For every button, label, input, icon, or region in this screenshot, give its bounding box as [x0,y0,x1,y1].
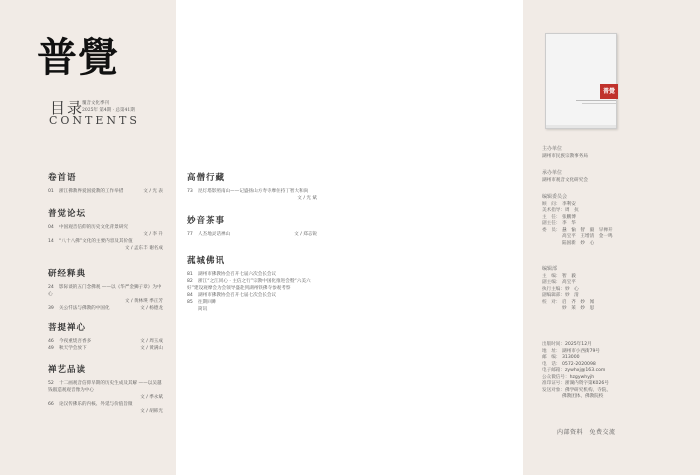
section-title: 妙音茶事 [187,216,226,226]
toc-item[interactable] [48,188,163,195]
editorial-heading: 编辑部 [542,266,558,272]
row-value: hzgywhyjh [569,374,595,380]
magazine-logo: 普覺 [37,34,119,81]
row-label: 主 编： [542,273,561,279]
section-pujue-luntan [48,207,163,252]
section-title: 普觉论坛 [48,209,87,219]
row-label: 顾 问： [542,201,561,207]
sponsor-block [542,146,588,160]
article-title: 往期回眸 [198,300,217,305]
toc-subtitle-line1: 覆音文化季刊 [82,101,109,106]
section-gucheng-foxun [187,254,317,313]
article-title: 秋天学会放下 [59,346,87,351]
article-title: “八十八佛”文化的主要内容及其价值 [59,239,133,244]
row-label: 副编辑部： [542,293,565,298]
page-number: 01 [48,189,54,194]
article-title: 浙江佛教界爱国爱教的工作举措 [59,189,124,194]
row-label: 公众微信号： [542,374,570,380]
page-number: 49 [48,346,54,351]
page-number: 85 [187,300,193,305]
section-miaoyin-chashi [187,214,317,238]
row-value: 湖州市小西街79号 [562,348,601,354]
cover-rule [582,103,616,104]
row-label: 准印证号： [542,381,565,386]
article-title: 中国观音信仰的历史文化背景研究 [59,225,128,230]
section-puti-chanxin [48,321,163,352]
row-value: 高宝平 王增清 金一鸣 [562,234,613,239]
committee-heading: 编辑委员会 [542,194,568,200]
page-number: 52 [48,381,54,386]
row-value: 妙 莱 妙 思 [562,306,595,311]
row-value: 313000 [562,355,580,360]
article-title: 影际谈的五门念佛观 ——以《华严金狮子章》为中心 [48,285,162,297]
row-label: 电 话： [542,361,561,367]
free-exchange-note: 内部资料 免费交流 [557,429,616,436]
contents-heading: CONTENTS [49,114,140,127]
row-value: 浙湖内资字第K026号 [564,381,609,386]
toc-item[interactable] [187,278,317,292]
article-author: 文 / 光 表 [143,189,163,194]
row-value: 悬 愉 智 毅 早禅开 [562,227,613,233]
publication-block [542,342,611,401]
organizer-name: 湖州市观音文化研究会 [542,177,588,183]
row-label: 发送对象： [542,387,565,393]
section-title: 高僧行藏 [187,173,226,183]
toc-item[interactable] [187,292,317,299]
page-number: 82 [187,279,193,284]
row-label: 副主任： [542,221,561,226]
article-author: 文 / 郑志锐 [294,232,317,237]
section-title: 卷首语 [48,173,77,183]
article-title: 昆灯塔影照南山——记盛扬山方寿寺摩住持丁智大和尚 [198,189,309,194]
pub-row [542,394,611,401]
committee-row [542,241,613,248]
row-value: 张鹏博 [562,214,576,220]
section-chanyi-pindu [48,363,163,415]
article-title: 论汉传佛乐的内核、外延与价值旨微 [59,402,133,407]
page-number: 84 [187,293,193,298]
toc-item[interactable] [48,345,163,352]
row-value: 2025年12月 [564,342,592,347]
sponsor-name: 湖州市民族宗教事务局 [542,153,588,159]
row-label: 执行主编： [542,286,565,292]
page-number: 81 [187,272,193,277]
editorial-block [542,266,594,313]
organizer-heading: 承办单位 [542,170,563,176]
section-juanshouyu [48,171,163,195]
row-value: 陆国新 妙 心 [562,240,595,246]
article-author: 文 / 杨德龙 [140,306,163,311]
toc-item[interactable] [48,380,163,401]
page-number: 66 [48,402,54,407]
toc-item[interactable] [48,305,163,312]
toc-item[interactable] [187,299,317,306]
page-number: 77 [187,232,193,237]
toc-title: 目录 [50,99,85,117]
article-title: 简讯 [198,307,208,312]
toc-item[interactable] [187,231,317,238]
row-value: 周 抗 [564,208,579,213]
article-title: 人杰地灵话禅山 [198,232,231,237]
sponsor-heading: 主办单位 [542,146,563,152]
row-label: 出版时间： [542,342,565,347]
toc-item[interactable] [48,224,163,238]
article-author: 文 / 周玉成 [140,339,163,344]
article-title: 关公忏法与佛教的中国化 [59,306,110,311]
row-value: 0572-2020098 [562,361,596,367]
row-label: 邮 编： [542,355,561,360]
article-author: 文 / 黄林瑛 季正芳 [124,299,163,304]
row-value: 启 齐 妙 闻 [562,299,595,305]
row-label: 地 址： [542,348,561,354]
cover-rule [576,100,616,101]
toc-item[interactable] [48,401,163,415]
article-author: 文 / 孟东丰 谢名成 [124,246,163,251]
row-label: 校 对： [542,299,561,305]
section-gaoseng-xingcang [187,171,317,202]
article-title: 十二画观音信仰早期的历史生成及其解 ——以吴越钱俶造观观音像为中心 [48,381,162,393]
page-number: 73 [187,189,193,194]
page-number: 14 [48,239,54,244]
toc-item[interactable] [48,338,163,345]
toc-item[interactable] [48,238,163,252]
article-author: 文 / 光 斌 [297,196,317,201]
article-author: 文 / 胡韩光 [140,409,163,414]
organizer-block [542,170,588,184]
page-number: 39 [48,306,54,311]
page-number: 24 [48,285,54,290]
section-title: 研经释典 [48,269,87,279]
toc-subtitle [82,100,135,114]
row-value: 高宝平 [562,280,576,285]
row-value: 李 华 [562,221,576,226]
article-title: 今夜重烧吾香多 [59,339,92,344]
article-author: 文 / 黄满山 [140,346,163,351]
row-label: 副主编： [542,280,561,285]
toc-item[interactable] [187,188,317,202]
row-value: 佛教团体、佛教院校 [562,394,604,399]
row-label: 主 任： [542,214,561,220]
page-number: 04 [48,225,54,230]
section-yanjing-shidian [48,267,163,312]
committee-block [542,194,613,247]
article-author: 文 / 李 升 [143,232,163,237]
editorial-row [542,306,594,313]
section-title: 菰城佛讯 [187,256,226,266]
row-value: zywhxj@163.com [564,368,606,373]
toc-subtitle-line2: 2025年 第4期 · 总第41期 [82,108,135,113]
magazine-cover-thumbnail [545,33,617,129]
article-title: 湖州市佛教协会召开七届七次会长会议 [198,293,277,298]
toc-item[interactable] [187,306,317,313]
row-value: 智 毅 [562,273,576,279]
cover-band [546,125,616,128]
article-title: 浙江“之江同心 · 主信之行”宗教中国化推进会暨“六美六好”建设观摩会为会领导盛赴到湖州铁佛寺参观考察 [187,279,311,291]
toc-item[interactable] [48,284,163,305]
row-label: 委 员： [542,227,561,233]
row-value: 妙 心 [564,286,579,292]
row-label: 电子邮箱： [542,368,565,373]
page-number: 46 [48,339,54,344]
toc-item[interactable] [187,271,317,278]
row-value: 李利安 [562,201,576,207]
row-value: 佛学研究机构、寺院、 [564,387,611,393]
section-title: 禅艺品读 [48,365,87,375]
row-value: 妙 清 [564,293,579,298]
cover-logo: 普覺 [600,84,618,99]
section-title: 菩提禅心 [48,323,87,333]
row-label: 美术指导： [542,208,565,213]
article-title: 湖州市佛教协会召开七届六次会长会议 [198,272,277,277]
article-author: 文 / 季永斌 [140,395,163,400]
